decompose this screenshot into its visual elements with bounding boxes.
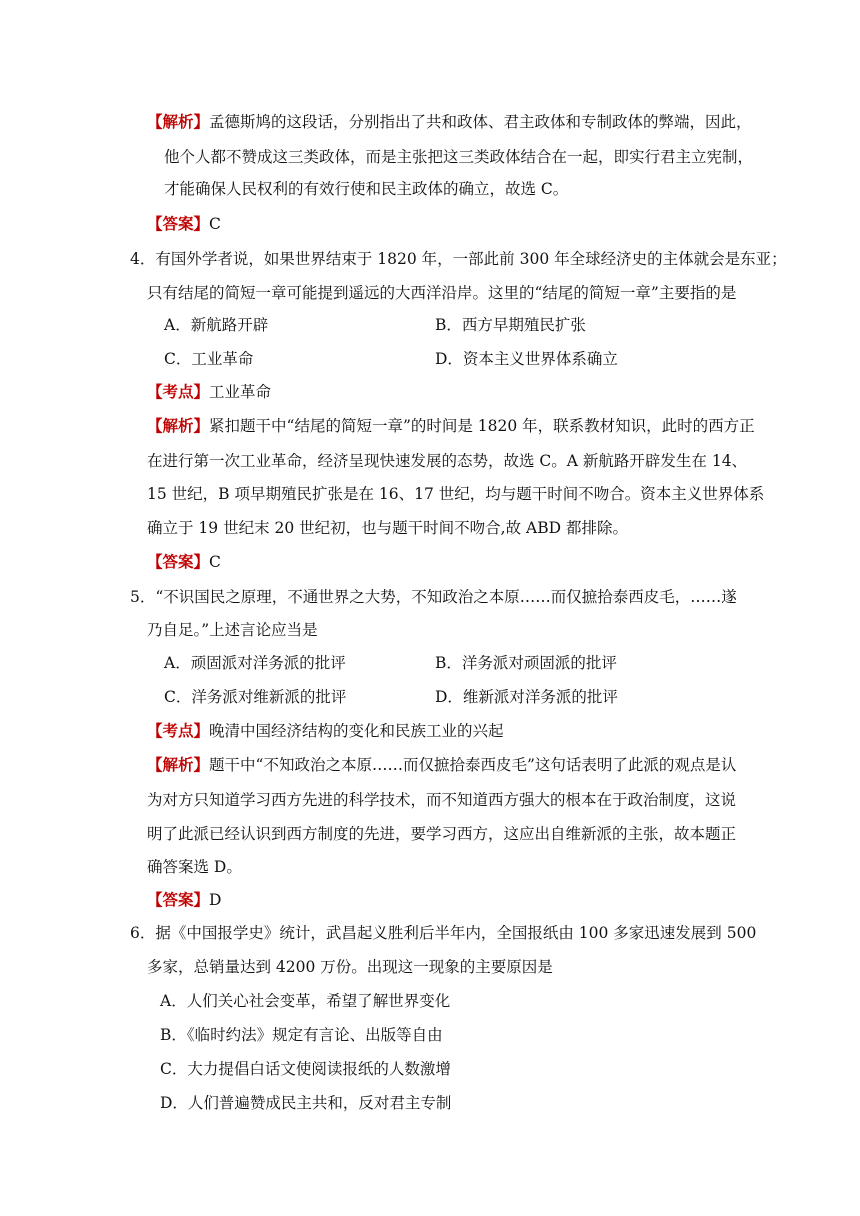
analysis-tag: 【解析】 <box>147 416 210 435</box>
q4-answer <box>147 552 221 572</box>
q3-analysis-line-2: 他个人都不赞成这三类政体，而是主张把这三类政体结合在一起，即实行君主立宪制， <box>164 148 754 166</box>
q4-point <box>147 382 271 402</box>
q4-analysis-line-2: 在进行第一次工业革命，经济呈现快速发展的态势，故选 C。A 新航路开辟发生在 14、 <box>147 452 748 470</box>
q4-analysis-line-1 <box>147 416 755 436</box>
q5-stem-line-2: 乃自足。”上述言论应当是 <box>147 621 318 639</box>
q5-analysis-line-3: 明了此派已经认识到西方制度的先进，要学习西方，这应出自维新派的主张，故本题正 <box>147 825 737 843</box>
q5-point <box>147 721 504 741</box>
q5-analysis-line-1 <box>147 755 736 775</box>
answer-tag: 【答案】 <box>147 890 210 909</box>
q6-option-d[interactable]: D．人们普遍赞成民主共和，反对君主专制 <box>160 1094 452 1112</box>
point-text: 工业革命 <box>209 383 272 401</box>
q6-stem-line-1: 6．据《中国报学史》统计，武昌起义胜利后半年内，全国报纸由 100 多家迅速发展到 500 <box>130 924 757 942</box>
answer-value: C <box>209 215 221 233</box>
q6-option-a[interactable]: A．人们关心社会变革，希望了解世界变化 <box>160 992 451 1010</box>
q4-option-c[interactable]: C．工业革命 <box>164 350 254 368</box>
q5-analysis-line-2: 为对方只知道学习西方先进的科学技术，而不知道西方强大的根本在于政治制度，这说 <box>147 791 737 809</box>
q6-option-b[interactable]: B．《临时约法》规定有言论、出版等自由 <box>160 1026 443 1044</box>
analysis-tag: 【解析】 <box>147 755 210 774</box>
q5-option-d[interactable]: D．维新派对洋务派的批评 <box>435 688 618 706</box>
q5-analysis-line-4: 确答案选 D。 <box>147 858 242 876</box>
answer-value: D <box>209 891 222 909</box>
point-tag: 【考点】 <box>147 721 210 740</box>
analysis-text: 题干中“不知政治之本原……而仅摭拾泰西皮毛”这句话表明了此派的观点是认 <box>209 756 737 774</box>
q5-stem-line-1: 5．“不识国民之原理，不通世界之大势，不知政治之本原……而仅摭拾泰西皮毛，……遂 <box>130 588 737 606</box>
q5-option-b[interactable]: B．洋务派对顽固派的批评 <box>435 654 617 672</box>
q3-analysis-line-3: 才能确保人民权利的有效行使和民主政体的确立，故选 C。 <box>164 180 569 198</box>
q4-stem-line-1: 4．有国外学者说，如果世界结束于 1820 年，一部此前 300 年全球经济史的主体就会是东亚； <box>130 250 787 268</box>
q5-option-a[interactable]: A．顽固派对洋务派的批评 <box>164 654 346 672</box>
q4-option-b[interactable]: B．西方早期殖民扩张 <box>435 316 586 334</box>
q5-option-c[interactable]: C．洋务派对维新派的批评 <box>164 688 347 706</box>
answer-tag: 【答案】 <box>147 214 210 233</box>
q6-stem-line-2: 多家，总销量达到 4200 万份。出现这一现象的主要原因是 <box>147 958 553 976</box>
q3-analysis-line-1 <box>147 112 752 132</box>
analysis-text: 紧扣题干中“结尾的简短一章”的时间是 1820 年，联系教材知识，此时的西方正 <box>209 417 755 435</box>
point-text: 晚清中国经济结构的变化和民族工业的兴起 <box>209 722 504 740</box>
q4-stem-line-2: 只有结尾的简短一章可能提到遥远的大西洋沿岸。这里的“结尾的简短一章”主要指的是 <box>147 284 737 302</box>
q3-answer <box>147 214 221 234</box>
analysis-tag: 【解析】 <box>147 112 210 131</box>
q6-option-c[interactable]: C．大力提倡白话文使阅读报纸的人数激增 <box>160 1060 451 1078</box>
q4-option-d[interactable]: D．资本主义世界体系确立 <box>435 350 618 368</box>
answer-tag: 【答案】 <box>147 552 210 571</box>
answer-value: C <box>209 553 221 571</box>
q4-analysis-line-3: 15 世纪，B 项早期殖民扩张是在 16、17 世纪，均与题干时间不吻合。资本主义世界体系 <box>147 485 765 503</box>
point-tag: 【考点】 <box>147 382 210 401</box>
q4-analysis-line-4: 确立于 19 世纪末 20 世纪初，也与题干时间不吻合,故 ABD 都排除。 <box>147 519 628 537</box>
analysis-text: 孟德斯鸠的这段话，分别指出了共和政体、君主政体和专制政体的弊端，因此， <box>209 113 752 131</box>
q5-answer <box>147 890 221 910</box>
q4-option-a[interactable]: A．新航路开辟 <box>164 316 269 334</box>
